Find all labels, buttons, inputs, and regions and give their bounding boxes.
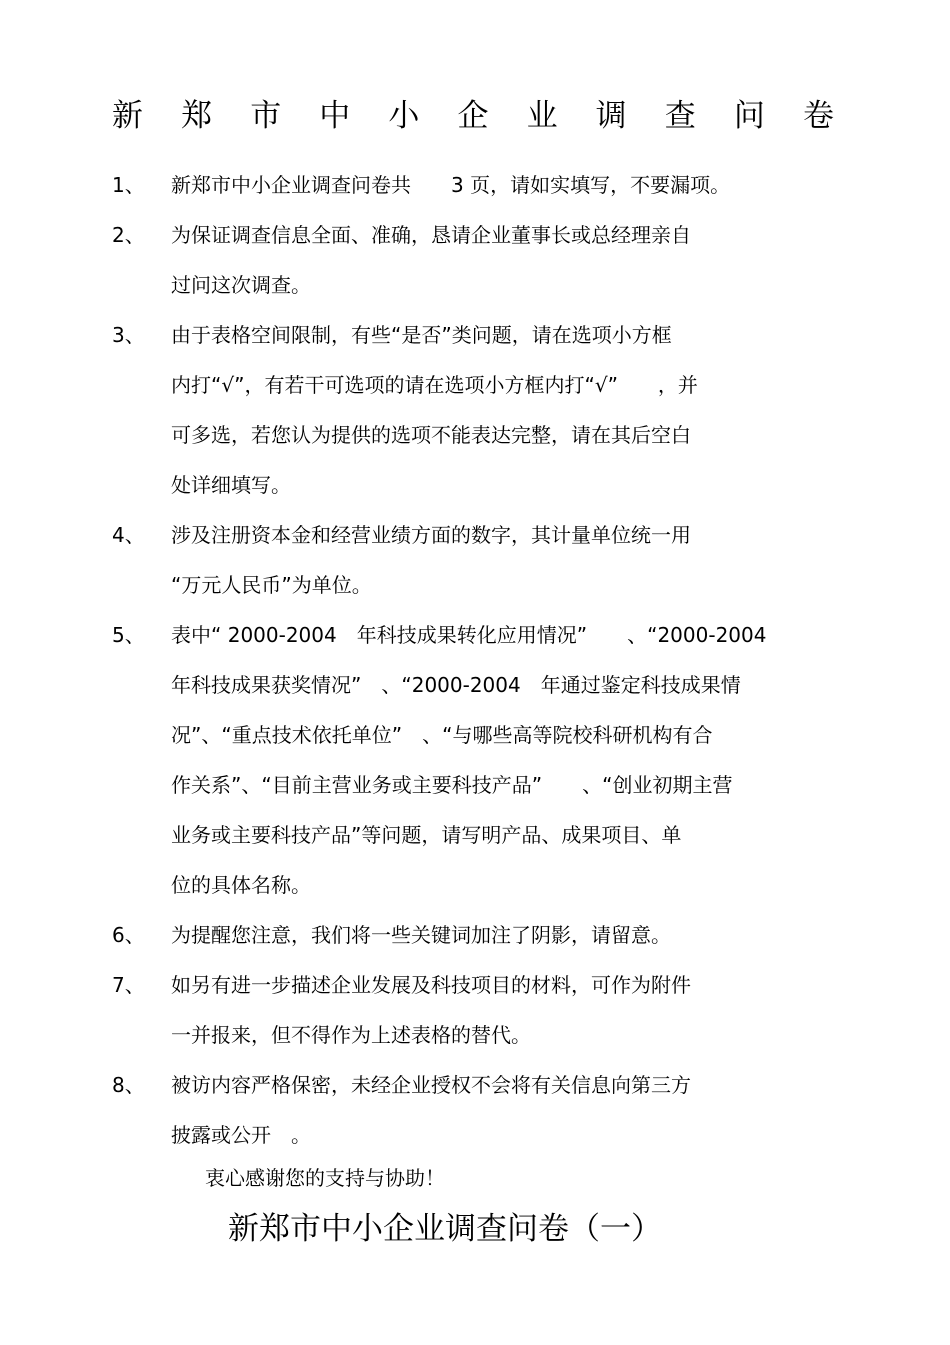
- thanks-note: 衷心感谢您的支持与协助！: [205, 1166, 445, 1190]
- item-number: 6、: [112, 923, 145, 947]
- instruction-list: [0, 160, 950, 1160]
- title-char: 调: [595, 98, 627, 134]
- title-char: 市: [250, 98, 282, 134]
- item-number: 8、: [112, 1073, 145, 1097]
- item-text: 过问这次调查。: [171, 273, 311, 297]
- item-text: “万元人民币”为单位。: [171, 573, 372, 597]
- item-text: 被访内容严格保密，未经企业授权不会将有关信息向第三方: [171, 1073, 691, 1097]
- item-number: 2、: [112, 223, 145, 247]
- list-item: [0, 160, 950, 210]
- list-item: [0, 310, 950, 510]
- item-text: 位的具体名称。: [171, 873, 311, 897]
- item-text: 处详细填写。: [171, 473, 291, 497]
- item-number: 3、: [112, 323, 145, 347]
- item-number: 1、: [112, 173, 145, 197]
- item-text: 一并报来，但不得作为上述表格的替代。: [171, 1023, 531, 1047]
- list-item: [0, 910, 950, 960]
- item-text: 为提醒您注意，我们将一些关键词加注了阴影，请留意。: [171, 923, 671, 947]
- item-text: 表中“ 2000-2004 年科技成果转化应用情况” 、“2000-2004: [171, 623, 767, 647]
- item-text: 作关系”、“目前主营业务或主要科技产品” 、“创业初期主营: [171, 773, 733, 797]
- title-char: 小: [388, 98, 420, 134]
- item-number: 4、: [112, 523, 145, 547]
- item-text: 新郑市中小企业调查问卷共 3 页，请如实填写，不要漏项。: [171, 173, 731, 197]
- title-char: 查: [664, 98, 696, 134]
- list-item: [0, 1060, 950, 1160]
- item-text: 披露或公开 。: [171, 1123, 311, 1147]
- item-text: 年科技成果获奖情况” 、“2000-2004 年通过鉴定科技成果情: [171, 673, 741, 697]
- item-text: 况”、“重点技术依托单位” 、“与哪些高等院校科研机构有合: [171, 723, 713, 747]
- item-number: 7、: [112, 973, 145, 997]
- section-title: 新郑市中小企业调查问卷（一）: [228, 1211, 662, 1247]
- item-text: 可多选，若您认为提供的选项不能表达完整，请在其后空白: [171, 423, 691, 447]
- title-char: 问: [733, 98, 765, 134]
- title-char: 郑: [181, 98, 213, 134]
- item-text: 内打“√”，有若干可选项的请在选项小方框内打“√” ，并: [171, 373, 698, 397]
- list-item: [0, 510, 950, 610]
- title-char: 新: [112, 98, 143, 134]
- title-char: 业: [526, 98, 558, 134]
- title-char: 卷: [802, 98, 834, 134]
- list-item: [0, 960, 950, 1060]
- title-char: 企: [457, 98, 489, 134]
- item-text: 由于表格空间限制，有些“是否”类问题，请在选项小方框: [171, 323, 672, 347]
- item-number: 5、: [112, 623, 145, 647]
- item-text: 业务或主要科技产品”等问题，请写明产品、成果项目、单: [171, 823, 682, 847]
- item-text: 为保证调查信息全面、准确，恳请企业董事长或总经理亲自: [171, 223, 691, 247]
- list-item: [0, 210, 950, 310]
- item-text: 如另有进一步描述企业发展及科技项目的材料，可作为附件: [171, 973, 691, 997]
- page-title: [112, 96, 834, 136]
- item-text: 涉及注册资本金和经营业绩方面的数字，其计量单位统一用: [171, 523, 691, 547]
- title-char: 中: [319, 98, 351, 134]
- list-item: [0, 610, 950, 910]
